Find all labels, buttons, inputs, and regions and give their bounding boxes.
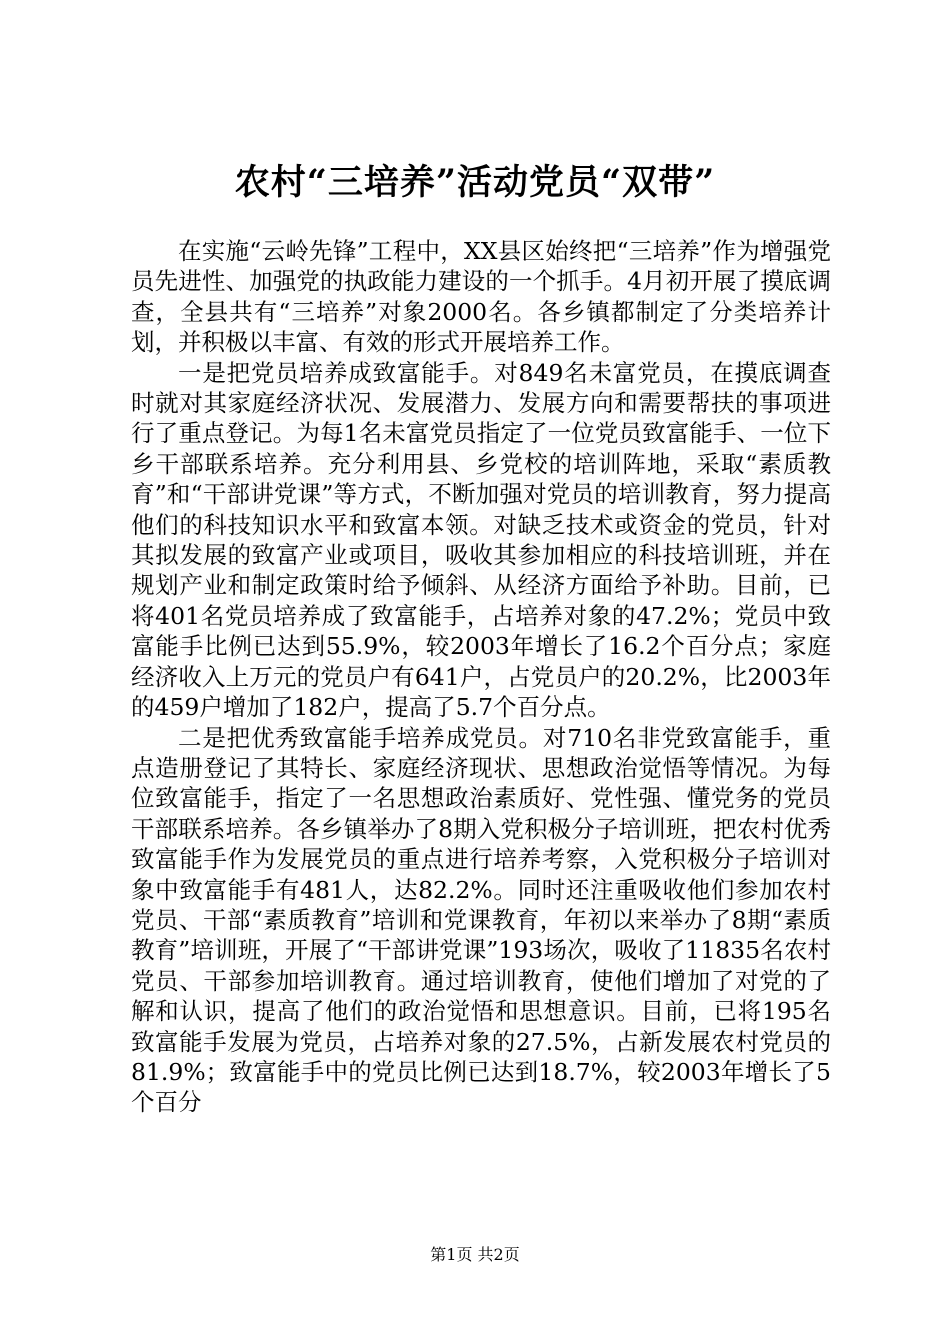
paragraph-point-one: 一是把党员培养成致富能手。对849名未富党员，在摸底调查时就对其家庭经济状况、发展潜力、发展方向和需要帮扶的事项进行了重点登记。为每1名未富党员指定了一位党员致富能手、一位下乡干部联系培养。充分利用县、乡党校的培训阵地，采取“素质教育”和“干部讲党课”等方式，不断加强对党员的培训教育，努力提高他们的科技知识水平和致富本领。对缺乏技术或资金的党员，针对其拟发展的致富产业或项目，吸收其参加相应的科技培训班，并在规划产业和制定政策时给予倾斜、从经济方面给予补助。目前，已将401名党员培养成了致富能手，占培养对象的47.2%；党员中致富能手比例已达到55.9%，较2003年增长了16.2个百分点；家庭经济收入上万元的党员户有641户，占党员户的20.2%，比2003年的459户增加了182户，提高了5.7个百分点。: [131, 358, 831, 722]
page-number-footer: 第1页 共2页: [430, 1245, 520, 1264]
paragraph-intro: 在实施“云岭先锋”工程中，XX县区始终把“三培养”作为增强党员先进性、加强党的执政能力建设的一个抓手。4月初开展了摸底调查，全县共有“三培养”对象2000名。各乡镇都制定了分类培养计划，并积极以丰富、有效的形式开展培养工作。: [131, 237, 831, 357]
paragraph-point-two: 二是把优秀致富能手培养成党员。对710名非党致富能手，重点造册登记了其特长、家庭经济现状、思想政治觉悟等情况。为每位致富能手，指定了一名思想政治素质好、党性强、懂党务的党员干部联系培养。各乡镇举办了8期入党积极分子培训班，把农村优秀致富能手作为发展党员的重点进行培养考察，入党积极分子培训对象中致富能手有481人，达82.2%。同时还注重吸收他们参加农村党员、干部“素质教育”培训和党课教育，年初以来举办了8期“素质教育”培训班，开展了“干部讲党课”193场次，吸收了11835名农村党员、干部参加培训教育。通过培训教育，使他们增加了对党的了解和认识，提高了他们的政治觉悟和思想意识。目前，已将195名致富能手发展为党员，占培养对象的27.5%，占新发展农村党员的81.9%；致富能手中的党员比例已达到18.7%，较2003年增长了5个百分: [131, 723, 831, 1117]
document-body: [131, 236, 831, 1118]
document-title: 农村“三培养”活动党员“双带”: [234, 162, 716, 203]
